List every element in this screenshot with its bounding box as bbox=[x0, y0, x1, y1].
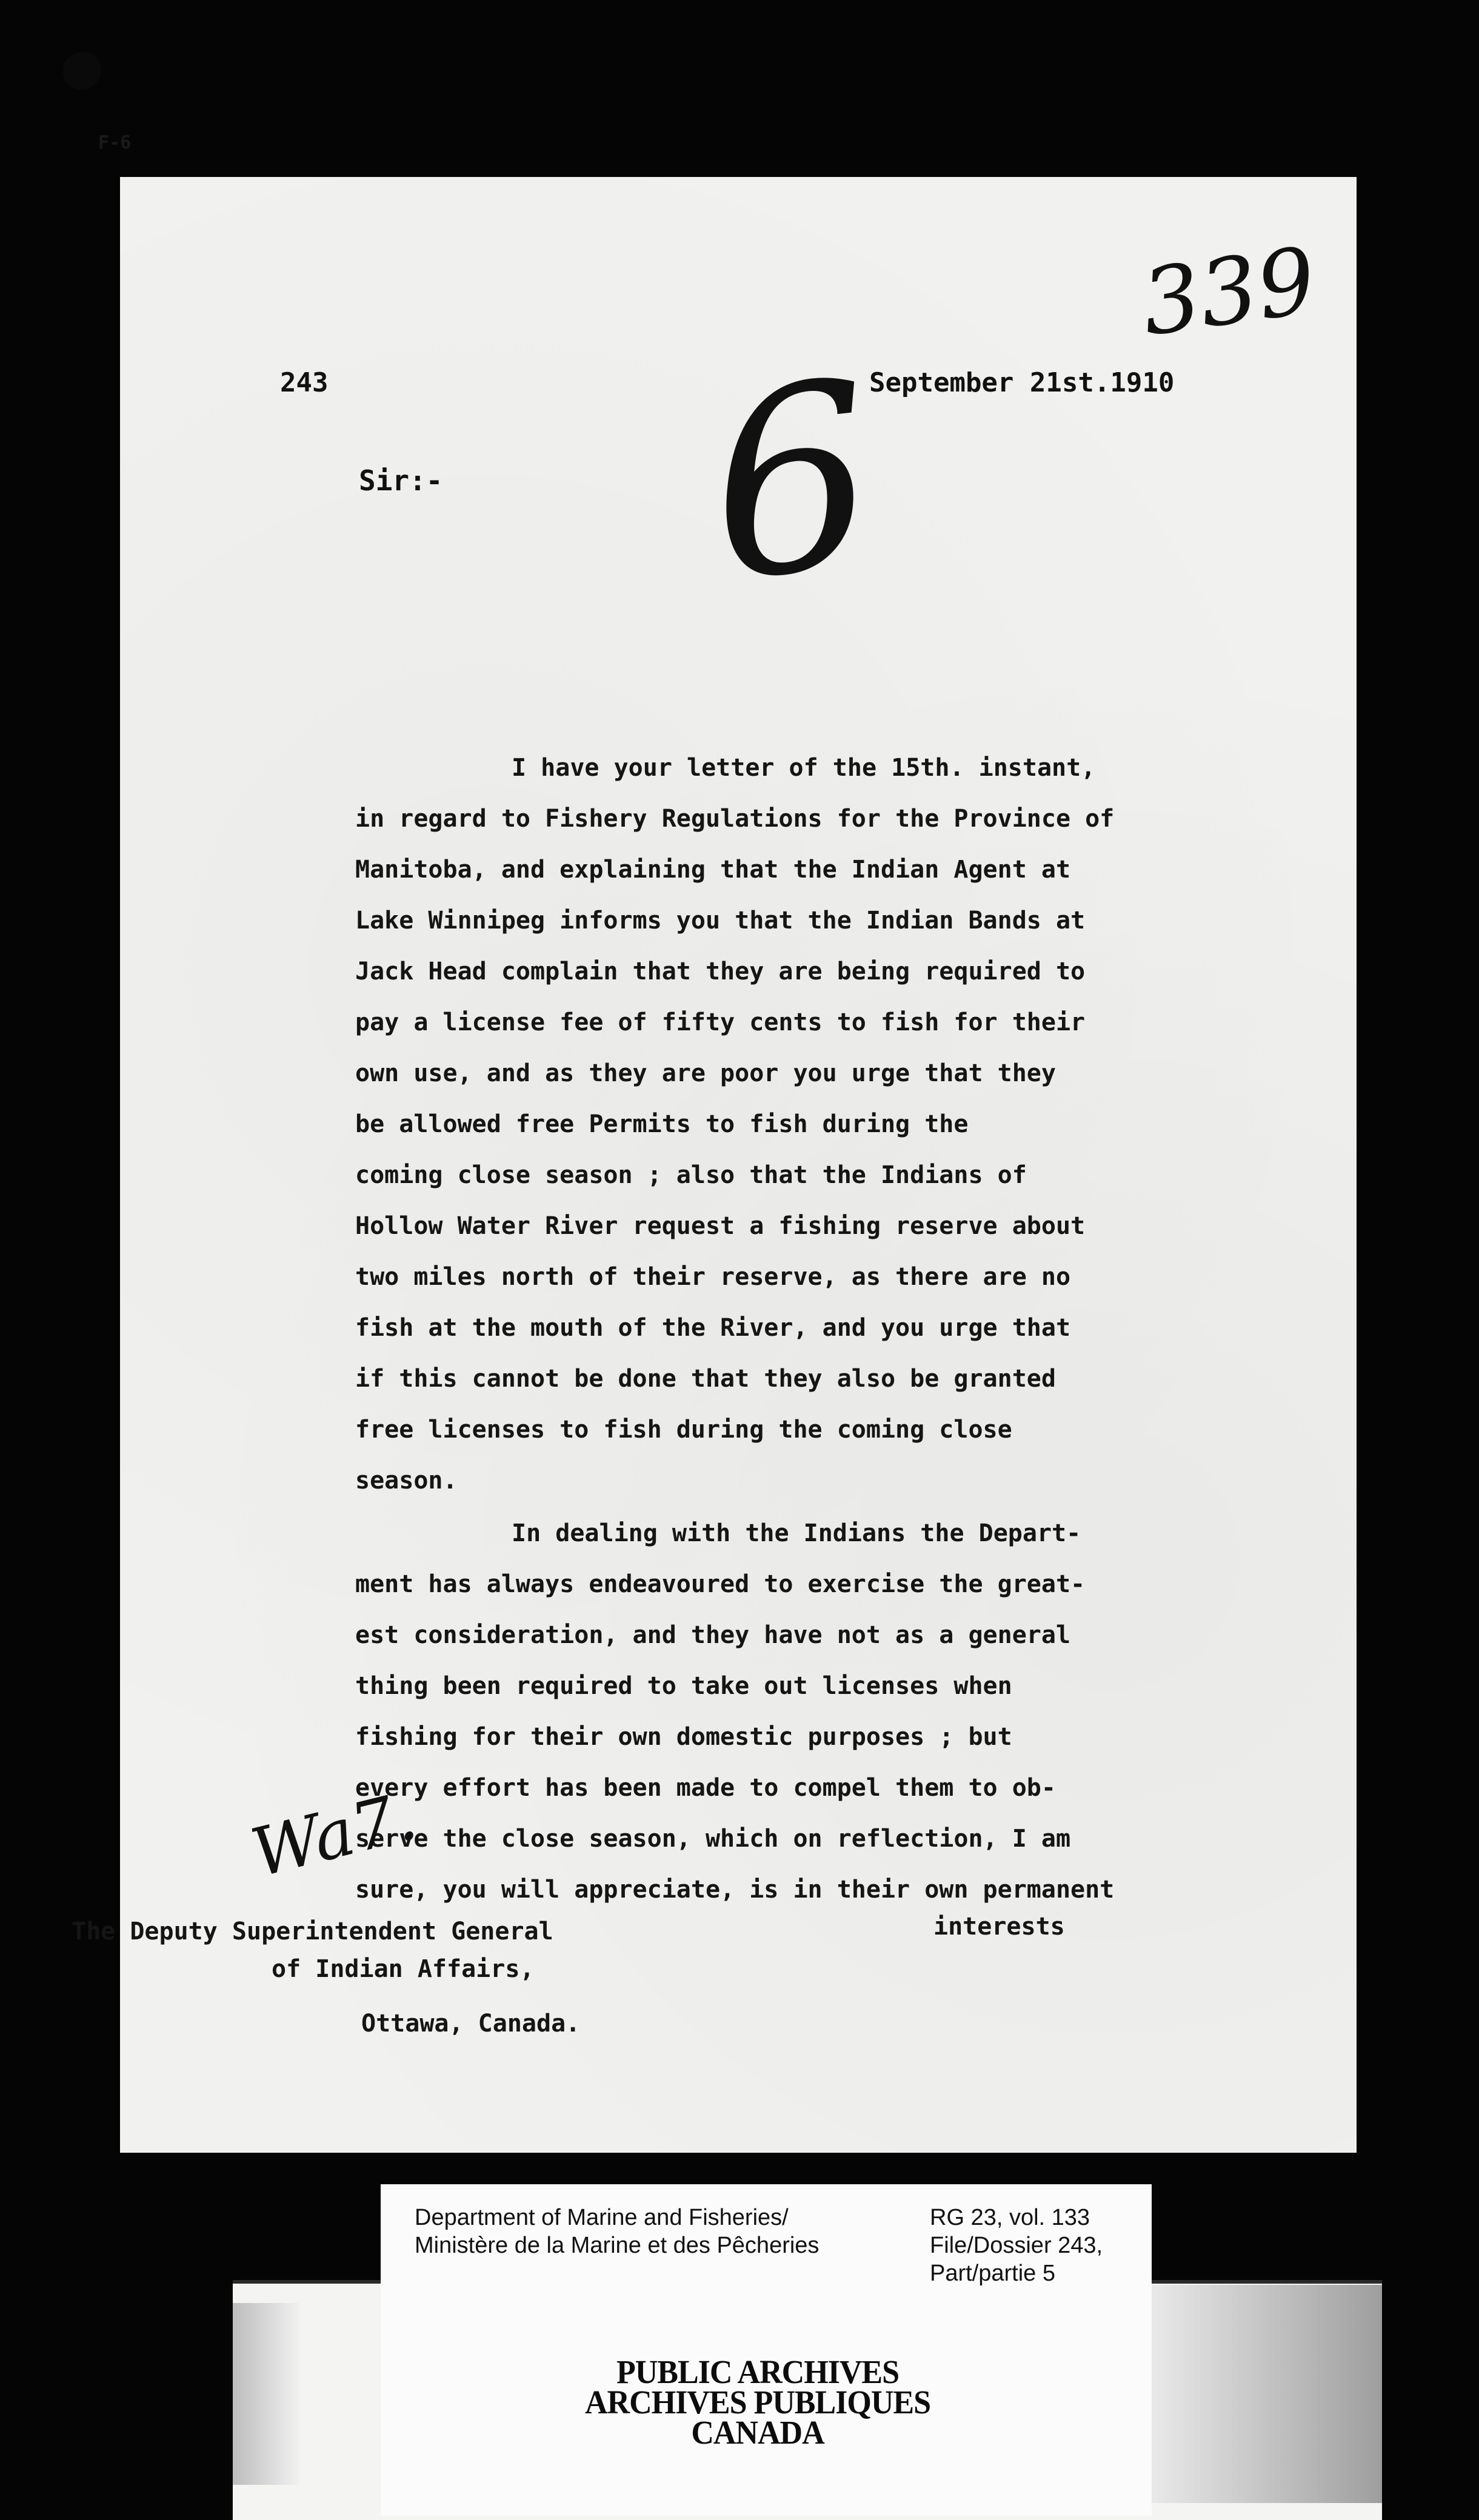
text-line: Hollow Water River request a fishing reserve about bbox=[355, 1212, 1086, 1240]
text-line: Manitoba, and explaining that the Indian Agent at bbox=[355, 856, 1071, 884]
text-line: I have your letter of the 15th. instant, bbox=[512, 754, 1096, 782]
text-line: thing been required to take out licenses when bbox=[355, 1672, 1012, 1700]
department-line: Department of Marine and Fisheries/ bbox=[415, 2205, 789, 2230]
continuation-word: interests bbox=[933, 1913, 1065, 1941]
text-line: be allowed free Permits to fish during the bbox=[355, 1110, 969, 1138]
text-line: two miles north of their reserve, as there are no bbox=[355, 1263, 1071, 1291]
paragraph-1 bbox=[355, 742, 1258, 1506]
handwritten-page-number-text: 339 bbox=[1135, 228, 1323, 357]
text-line: every effort has been made to compel them to ob- bbox=[355, 1774, 1056, 1802]
text-line: season. bbox=[355, 1467, 458, 1495]
handwritten-initials-text: Wa7. bbox=[244, 1776, 424, 1893]
text-line: free licenses to fish during the coming close bbox=[355, 1416, 1012, 1444]
text-line: Jack Head complain that they are being required to bbox=[355, 958, 1086, 985]
stamp-line: PUBLIC ARCHIVES bbox=[616, 2354, 900, 2391]
text-line: Lake Winnipeg informs you that the Indian Bands at bbox=[355, 907, 1086, 935]
text-line: coming close season ; also that the Indians of bbox=[355, 1161, 1027, 1189]
department-line: Ministère de la Marine et des Pêcheries bbox=[415, 2233, 820, 2258]
handwritten-initials bbox=[244, 1776, 424, 1897]
text-line: pay a license fee of fifty cents to fish for their bbox=[355, 1008, 1086, 1036]
text-line: sure, you will appreciate, is in their own permanent bbox=[355, 1876, 1115, 1904]
punch-hole bbox=[63, 52, 101, 90]
stamp-line: CANADA bbox=[691, 2415, 824, 2452]
text-line: est consideration, and they have not as a general bbox=[355, 1621, 1071, 1649]
text-line: own use, and as they are poor you urge that they bbox=[355, 1059, 1056, 1087]
record-group-reference bbox=[930, 2204, 1103, 2287]
salutation: Sir:- bbox=[359, 464, 443, 497]
text-line: ment has always endeavoured to exercise the great- bbox=[355, 1570, 1086, 1598]
clip-shadow-right bbox=[1152, 2285, 1382, 2503]
text-line: fishing for their own domestic purposes ; but bbox=[355, 1723, 1012, 1751]
reference-line: RG 23, vol. 133 bbox=[930, 2205, 1090, 2230]
addressee-line: of Indian Affairs, bbox=[272, 1955, 535, 1983]
file-number: 243 bbox=[280, 367, 329, 398]
text-line: In dealing with the Indians the Depart- bbox=[512, 1519, 1081, 1547]
department-reference bbox=[415, 2204, 819, 2259]
handwritten-mark-text: 6 bbox=[695, 326, 888, 639]
addressee-line: Ottawa, Canada. bbox=[361, 2010, 581, 2038]
handwritten-page-number bbox=[1135, 228, 1323, 376]
public-archives-stamp bbox=[521, 2354, 994, 2452]
letter-date: September 21st.1910 bbox=[869, 367, 1175, 398]
handwritten-mark bbox=[695, 326, 891, 639]
addressee-line: The Deputy Superintendent General bbox=[72, 1918, 553, 1945]
paragraph-2 bbox=[355, 1508, 1258, 1915]
form-code: F-6 bbox=[98, 132, 132, 153]
text-line: serve the close season, which on reflection, I am bbox=[355, 1825, 1071, 1853]
text-line: fish at the mouth of the River, and you urge that bbox=[355, 1314, 1071, 1342]
clip-shadow-left bbox=[233, 2303, 299, 2485]
text-line: in regard to Fishery Regulations for the Province of bbox=[355, 805, 1115, 833]
stamp-line: ARCHIVES PUBLIQUES bbox=[584, 2384, 931, 2421]
text-line: if this cannot be done that they also be granted bbox=[355, 1365, 1056, 1393]
reference-line: Part/partie 5 bbox=[930, 2261, 1055, 2286]
addressee-block bbox=[72, 1913, 580, 2042]
reference-line: File/Dossier 243, bbox=[930, 2233, 1103, 2258]
